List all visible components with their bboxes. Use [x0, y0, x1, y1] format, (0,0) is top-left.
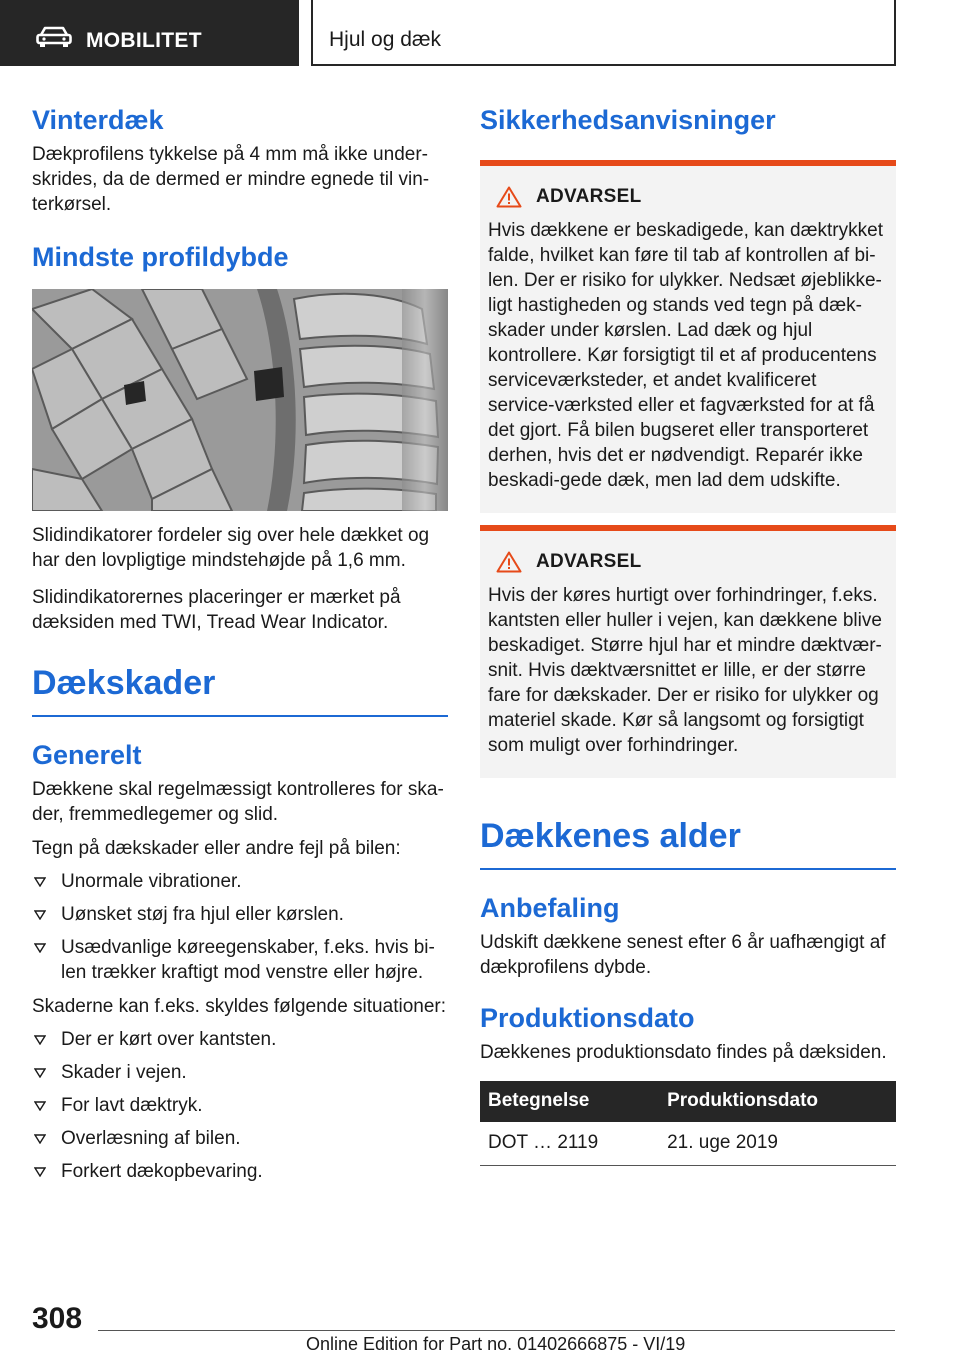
generelt-text: Dækkene skal regelmæssigt kontrolleres for ska-der, fremmedlegemer og slid. [32, 779, 444, 825]
triangle-bullet-icon [34, 877, 46, 887]
warning-label: ADVARSEL [536, 551, 642, 572]
page-header [0, 0, 960, 66]
warning-triangle-icon [496, 551, 522, 573]
heading-generelt: Generelt [32, 740, 142, 770]
triangle-bullet-icon [34, 910, 46, 920]
list-item: For lavt dæktryk. [32, 1093, 448, 1118]
triangle-bullet-icon [34, 1035, 46, 1045]
section-tab[interactable] [0, 0, 299, 66]
production-date-table [480, 1081, 896, 1166]
triangle-bullet-icon [34, 943, 46, 953]
triangle-bullet-icon [34, 1134, 46, 1144]
table-row [480, 1122, 896, 1166]
list-item: Skader i vejen. [32, 1060, 448, 1085]
heading-vinterdaek: Vinterdæk [32, 105, 164, 135]
page-number: 308 [32, 1302, 83, 1335]
left-column [32, 104, 448, 1184]
heading-anbefaling: Anbefaling [480, 893, 620, 923]
edition-text: Online Edition for Part no. 01402666875 - VI/19 [306, 1334, 686, 1354]
tegn-list [32, 869, 448, 985]
table-header-row [480, 1081, 896, 1122]
anbefaling-text: Udskift dækkene senest efter 6 år uafhængigt af dækprofilens dybde. [480, 932, 886, 978]
warning-text: Hvis dækkene er beskadigede, kan dæktrykket falde, hvilket kan føre til tab af kontrollen af bi-len. Der er risiko for ulykker. Nedsæt øjeblikke-ligt hastigheden og stands ved tegn på dæk-skader under kørslen. Lad dæk og hjul kontrollere. Kør forsigtigt til et af producentens serviceværksteder, et andet kvalificeret service-værksted eller et fagværksted for at få det gjort. Få bilen bugseret eller transporteret derhen, hvis det er nødvendigt. Reparér ikke beskadi-gede dæk, men lad dem udskifte. [488, 220, 883, 491]
heading-rule [32, 715, 448, 717]
table-header-cell: Betegnelse [480, 1081, 659, 1122]
heading-produktionsdato: Produktionsdato [480, 1003, 695, 1033]
list-item: Der er kørt over kantsten. [32, 1027, 448, 1052]
warning-header [496, 186, 888, 208]
table-cell: DOT … 2119 [480, 1122, 659, 1166]
skader-list [32, 1027, 448, 1184]
list-item: Uønsket støj fra hjul eller kørslen. [32, 902, 448, 927]
warning-header [496, 551, 888, 573]
triangle-bullet-icon [34, 1167, 46, 1177]
heading-daekkenes-alder: Dækkenes alder [480, 817, 741, 855]
heading-rule [480, 868, 896, 870]
chapter-tab[interactable] [311, 0, 896, 66]
skader-intro: Skaderne kan f.eks. skyldes følgende situationer: [32, 996, 447, 1017]
slidindikator-placering-text: Slidindikatorernes placeringer er mærket på dæksiden med TWI, Tread Wear Indicator. [32, 587, 401, 633]
table-cell: 21. uge 2019 [659, 1122, 896, 1166]
triangle-bullet-icon [34, 1101, 46, 1111]
section-label: MOBILITET [86, 29, 202, 52]
heading-mindste-profildybde: Mindste profildybde [32, 242, 289, 272]
footer-rule [98, 1330, 895, 1331]
right-column [480, 104, 896, 1166]
warning-label: ADVARSEL [536, 186, 642, 207]
table-header-cell: Produktionsdato [659, 1081, 896, 1122]
chapter-label: Hjul og dæk [329, 28, 442, 51]
list-item: Unormale vibrationer. [32, 869, 448, 894]
heading-sikkerhedsanvisninger: Sikkerhedsanvisninger [480, 105, 776, 135]
list-item: Overlæsning af bilen. [32, 1126, 448, 1151]
tegn-intro: Tegn på dækskader eller andre fejl på bilen: [32, 838, 401, 859]
vinterdaek-text: Dækprofilens tykkelse på 4 mm må ikke under-skrides, da de dermed er mindre egnede til vin-terkørsel. [32, 144, 430, 215]
slidindikator-text: Slidindikatorer fordeler sig over hele dækket og har den lovpligtige mindstehøjde på 1,6 mm. [32, 525, 430, 571]
triangle-bullet-icon [34, 1068, 46, 1078]
list-item: Usædvanlige køreegenskaber, f.eks. hvis bi-len trækker kraftigt mod venstre eller højre. [32, 935, 448, 985]
car-icon [36, 26, 72, 48]
warning-box-1 [480, 160, 896, 513]
tire-tread-wear-indicator-image [32, 289, 448, 511]
produktionsdato-text: Dækkenes produktionsdato findes på dæksiden. [480, 1042, 887, 1063]
warning-text: Hvis der køres hurtigt over forhindringer, f.eks. kantsten eller huller i vejen, kan dækkene blive beskadiget. Større hjul har et mindre dæktvær-snit. Hvis dæktværsnittet er lille, er der større fare for dækskader. Der er risiko for ulykker og materiel skade. Kør så langsomt og forsigtigt som muligt over forhindringer. [488, 585, 882, 756]
list-item: Forkert dækopbevaring. [32, 1159, 448, 1184]
heading-daekskader: Dækskader [32, 664, 216, 702]
warning-box-2 [480, 525, 896, 778]
warning-triangle-icon [496, 186, 522, 208]
